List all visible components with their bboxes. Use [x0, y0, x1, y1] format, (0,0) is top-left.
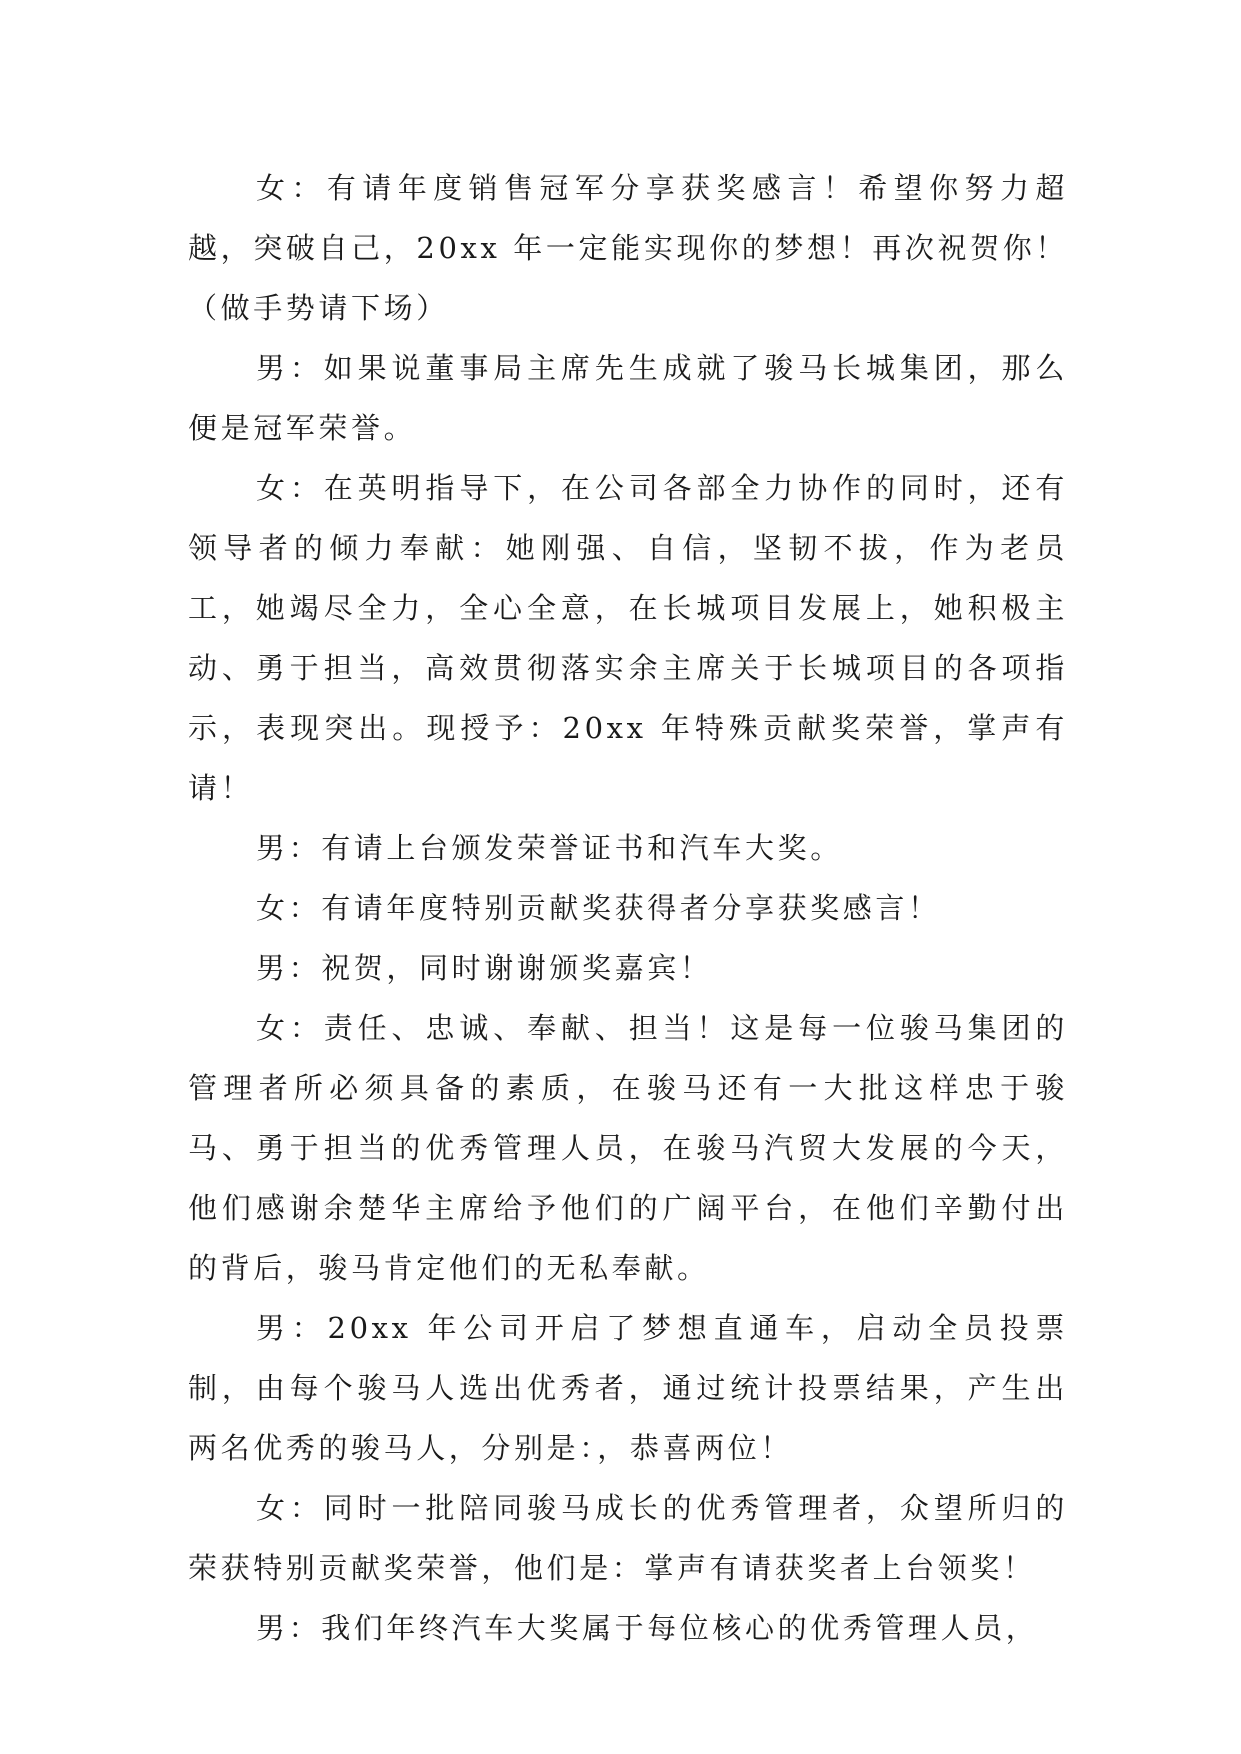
paragraph-5: 女：有请年度特别贡献奖获得者分享获奖感言！: [256, 891, 941, 925]
paragraph-3: 女：在英明指导下，在公司各部全力协作的同时，还有领导者的倾力奉献：她刚强、自信，坚韧不拔，作为老员工，她竭尽全力，全心全意，在长城项目发展上，她积极主动、勇于担当，高效贯彻落实余主席关于长城项目的各项指示，表现突出。现授予：20xx 年特殊贡献奖荣誉，掌声有请！: [188, 471, 1068, 805]
paragraph-9: 女：同时一批陪同骏马成长的优秀管理者，众望所归的荣获特别贡献奖荣誉，他们是：掌声有请获奖者上台领奖！: [188, 1491, 1068, 1585]
paragraph-7: 女：责任、忠诚、奉献、担当！这是每一位骏马集团的管理者所必须具备的素质，在骏马还有一大批这样忠于骏马、勇于担当的优秀管理人员，在骏马汽贸大发展的今天，他们感谢余楚华主席给予他们的广阔平台，在他们辛勤付出的背后，骏马肯定他们的无私奉献。: [188, 1011, 1068, 1285]
paragraph-8: 男：20xx 年公司开启了梦想直通车，启动全员投票制，由每个骏马人选出优秀者，通过统计投票结果，产生出两名优秀的骏马人，分别是：，恭喜两位！: [188, 1311, 1068, 1465]
paragraph-4: 男：有请上台颁发荣誉证书和汽车大奖。: [256, 831, 843, 865]
paragraph-2: 男：如果说董事局主席先生成就了骏马长城集团，那么便是冠军荣誉。: [188, 351, 1068, 445]
document-body: [188, 158, 1068, 1658]
paragraph-6: 男：祝贺，同时谢谢颁奖嘉宾！: [256, 951, 713, 985]
paragraph-10: 男：我们年终汽车大奖属于每位核心的优秀管理人员，: [256, 1611, 1039, 1645]
paragraph-1: 女：有请年度销售冠军分享获奖感言！希望你努力超越，突破自己，20xx 年一定能实现你的梦想！再次祝贺你！（做手势请下场）: [188, 171, 1068, 325]
